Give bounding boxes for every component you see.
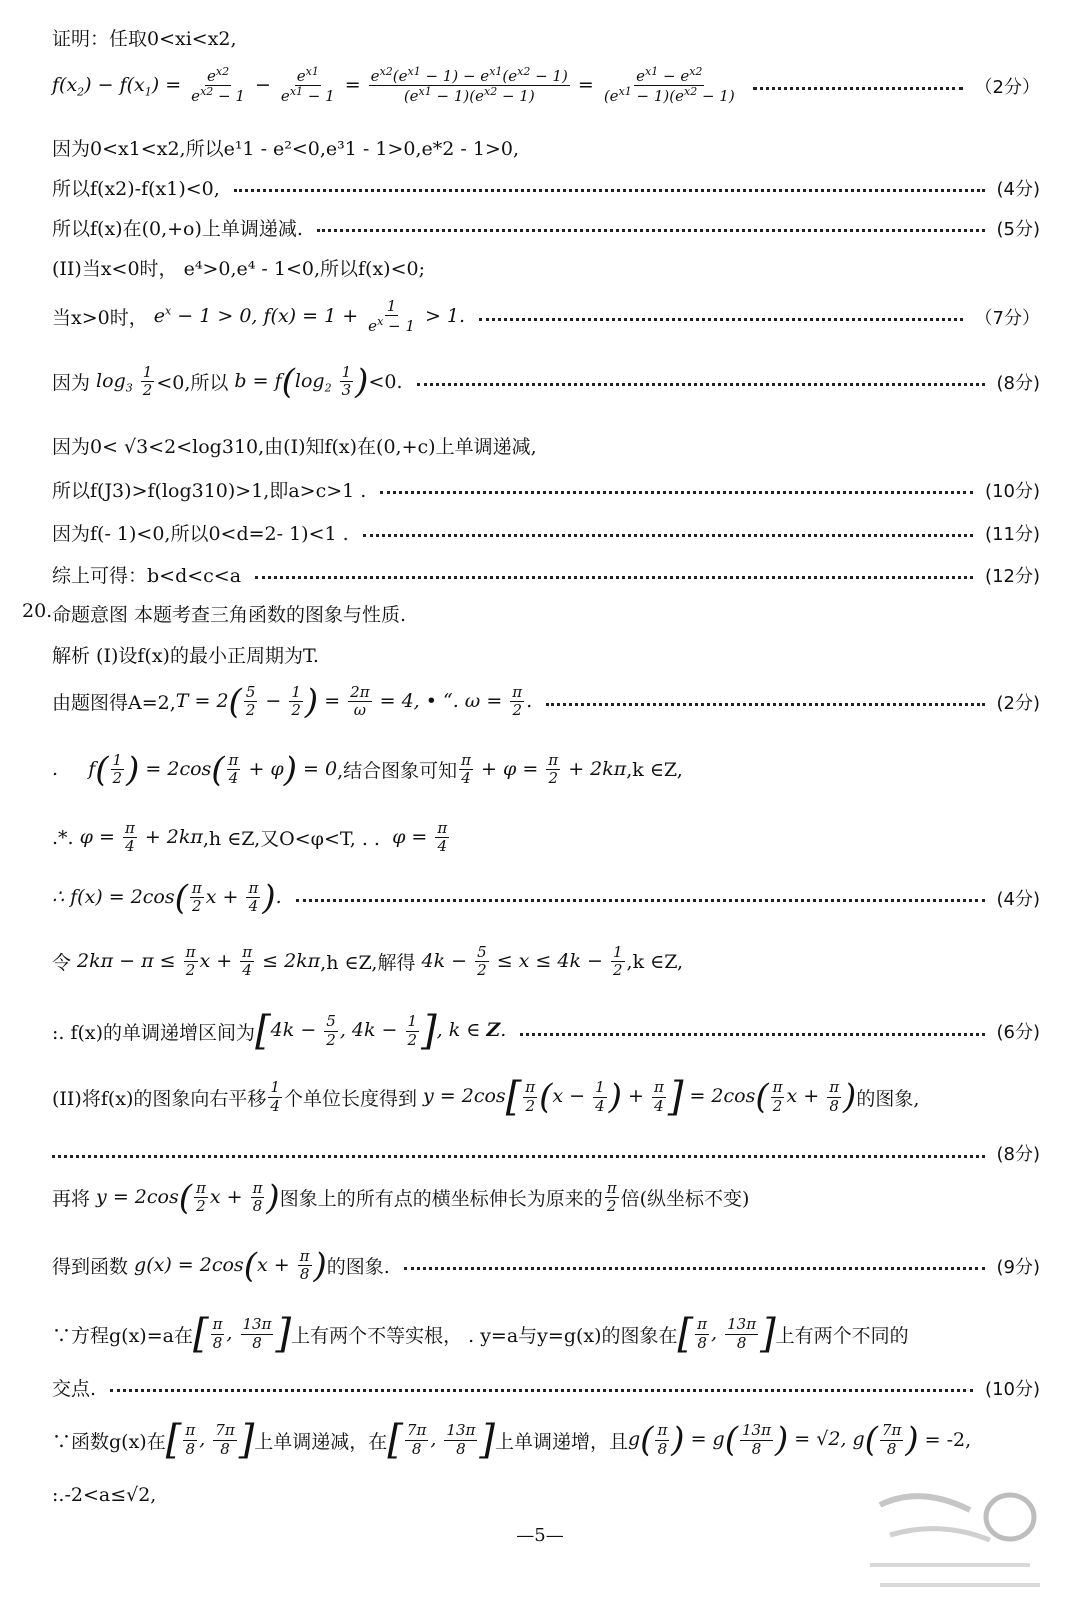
sqrt-comparison: 因为0< √3<2<log310,由(I)知f(x)在(0,+c)上单调递减, (52, 436, 537, 458)
question-20-title: 命题意图 本题考查三角函数的图象与性质. (52, 604, 407, 626)
question-number: 20. (22, 600, 53, 622)
log-comparison: 因为 $\log_3$ $\frac{1}{2}$ <0,所以 $b = f(\log_2$ $\frac{1}{3}$ ) <0. (8分) (52, 361, 1040, 402)
sign-analysis: 因为0<x1<x2,所以e¹1 - e²<0,e³1 - 1>0,e*2 - 1>0, (52, 138, 519, 160)
function-g: 得到函数 g(x) = 2cos(x + $\frac{\pi}{8}$ ) 的图象. (9分) (52, 1245, 1040, 1286)
difference-conclusion: 所以f(x2)-f(x1)<0, (4分) (52, 178, 1040, 200)
phase-condition: . f( $\frac{1}{2}$ ) = 2cos( $\frac{\pi}{4}$ + φ) = 0 ,结合图象可知 $\frac{\pi}{4}$ + φ = $\frac{\pi}{2}$ + 2kπ ,k ∈Z, (52, 749, 683, 790)
translation-score: (8分) (52, 1140, 1040, 1166)
difference-formula: $f(x_2) - f(x_1)$ = $\frac{e^{x2}}{e^{x2} - 1}$ − $\frac{e^{x1}}{e^{x1} - 1}$ = $\frac{e^{x2}(e^{x1} - 1) - e^{x1}(e^{x2} - 1)}{(e^{x1} - 1)(e^{x2} - 1)}$ = $\frac{e^{x1} - e^{x2}}{(e^{x1} - 1)(e^{x2} - 1)}$ (52, 65, 735, 106)
proof-intro: 证明：任取0<xi<x2, (52, 28, 237, 50)
increasing-inequality: 令 2kπ − π ≤ $\frac{\pi}{2}$ x + $\frac{\pi}{4}$ ≤ 2kπ ,h ∈Z,解得 4k − $\frac{5}{2}$ ≤ x ≤ 4k − $\frac{1}{2}$ ,k ∈Z, (52, 943, 684, 980)
watermark-logo (860, 1485, 1050, 1595)
function-expression: ∴ f(x) = 2cos( $\frac{\pi}{2}$ x + $\frac{\pi}{4}$ ). (4分) (52, 877, 1040, 918)
page-number: —5— (516, 1525, 564, 1546)
difference-formula-line: $f(x_2) - f(x_1)$ = $\frac{e^{x2}}{e^{x2} - 1}$ − $\frac{e^{x1}}{e^{x1} - 1}$ = $\frac{e^{x2}(e^{x1} - 1) - e^{x1}(e^{x2} - 1)}{(e^{x1} - 1)(e^{x2} - 1)}$ = $\frac{e^{x1} - e^{x2}}{(e^{x1} - 1)(e^{x2} - 1)}$ （2分） (52, 65, 1040, 106)
part-ii-positive: 当x>0时， $e^x - 1 > 0$, f(x) = 1 + $\frac{1}{e^x - 1}$ > 1. （7分） (52, 297, 1040, 336)
roots-condition: ∵方程g(x)=a在 [ $\frac{\pi}{8}$ , $\frac{13\pi}{8}$ ] 上有两个不等实根， . y=a与y=g(x)的图象在 [ $\frac{\pi}{8}$ , $\frac{13\pi}{8}$ ] 上有两个不同的 (52, 1311, 909, 1357)
increasing-interval: :. f(x)的单调递增区间为 [4k − $\frac{5}{2}$ , 4k − $\frac{1}{2}$ ], k ∈ Z. (6分) (52, 1008, 1040, 1054)
a-c-relation: 所以f(J3)>f(log310)>1,即a>c>1 . (10分) (52, 480, 1040, 502)
final-range: :.-2<a≤√2, (52, 1484, 157, 1506)
phase-value: .*. φ = $\frac{\pi}{4}$ + 2kπ ,h ∈Z,又O<φ<T, . . φ = $\frac{\pi}{4}$ (52, 819, 448, 856)
part-ii-negative: (II)当x<0时， e⁴>0,e⁴ - 1<0,所以f(x)<0; (52, 258, 425, 280)
period-calculation: 由题图得A=2, T = 2( $\frac{5}{2}$ − $\frac{1}{2}$ ) = $\frac{2\pi}{\omega}$ = 4, • “. ω = $\frac{\pi}{2}$ . (2分) (52, 681, 1040, 722)
monotonic-conclusion: 所以f(x)在(0,+o)上单调递减. (5分) (52, 218, 1040, 240)
analysis-part-i: 解析 (I)设f(x)的最小正周期为T. (52, 645, 319, 667)
intersection-line: 交点. (10分) (52, 1378, 1040, 1400)
translation-step: (II)将f(x)的图象向右平移 $\frac{1}{4}$ 个单位长度得到 y = 2cos[ $\frac{\pi}{2}$ (x − $\frac{1}{4}$ ) + $\frac{\pi}{4}$ ] = 2cos( $\frac{\pi}{2}$ x + $\frac{\pi}{8}$ ) 的图象, (52, 1074, 920, 1120)
g-monotonic: ∵函数g(x)在 [ $\frac{\pi}{8}$ , $\frac{7\pi}{8}$ ] 上单调递减，在 [ $\frac{7\pi}{8}$ , $\frac{13\pi}{8}$ ] 上单调递增，且 g( $\frac{\pi}{8}$ ) = g( $\frac{13\pi}{8}$ ) = √2, g( $\frac{7\pi}{8}$ ) = -2, (52, 1417, 972, 1463)
stretch-step: 再将 y = 2cos( $\frac{\pi}{2}$ x + $\frac{\pi}{8}$ ) 图象上的所有点的横坐标伸长为原来的 $\frac{\pi}{2}$ 倍(纵坐标不变) (52, 1177, 750, 1218)
dot-leader (753, 85, 963, 90)
final-order: 综上可得：b<d<c<a (12分) (52, 565, 1040, 587)
d-relation: 因为f(- 1)<0,所以0<d=2- 1)<1 . (11分) (52, 523, 1040, 545)
